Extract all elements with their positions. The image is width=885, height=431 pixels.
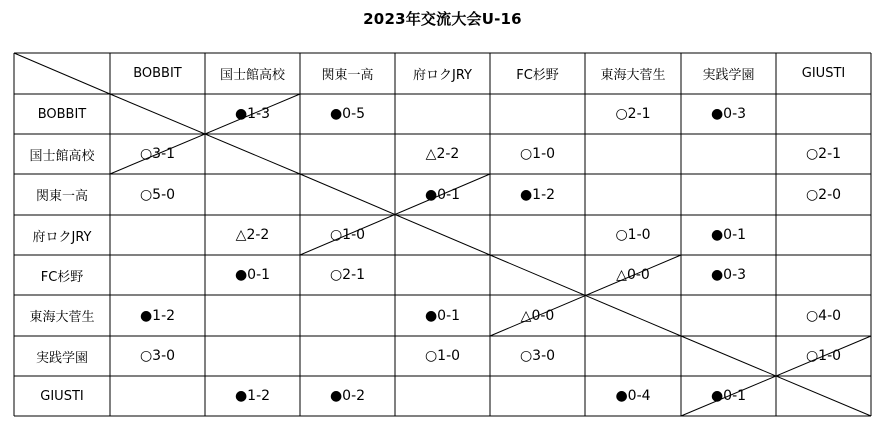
match-result: ●1-2 [519,186,556,203]
corner-diagonal [14,53,110,94]
column-header: 東海大菅生 [600,68,666,83]
match-result: ○4-0 [805,307,842,324]
match-result: ●0-2 [329,388,366,404]
match-result: ○2-0 [805,186,842,203]
match-result: ●1-2 [234,388,271,404]
match-result: ○2-1 [805,146,842,162]
match-result: △0-0 [616,267,650,283]
match-result: ○1-0 [424,348,461,364]
row-header: 国士館高校 [29,148,95,164]
match-result: ●0-1 [424,186,461,203]
match-result: △0-0 [520,307,555,324]
column-header: 実践学園 [702,68,755,83]
match-result: ○2-1 [329,267,366,283]
match-result: ●0-3 [710,106,747,122]
row-header: GIUSTI [40,388,84,404]
match-result: ○1-0 [805,348,842,364]
match-result: ○1-0 [615,227,651,243]
match-result: ●0-3 [710,267,747,283]
match-result: ●0-1 [234,267,271,283]
match-result: ●0-1 [710,227,747,243]
column-header: 関東一高 [321,68,374,83]
match-result: △2-2 [235,227,270,243]
match-result: ●1-2 [139,307,176,324]
match-result: ●1-3 [234,106,271,122]
row-header: 実践学園 [35,350,88,366]
match-result: ○3-0 [139,348,176,364]
row-header: 東海大菅生 [29,310,95,325]
match-result: ○5-0 [139,186,176,203]
row-header: FC杉野 [40,269,84,285]
match-result: ●0-1 [710,388,747,404]
column-header: 府ロクJRY [413,68,472,83]
row-header: BOBBIT [37,106,87,122]
match-result: ○2-1 [615,106,651,122]
match-result: ○3-1 [139,146,176,162]
match-result: ○1-0 [519,146,556,162]
column-header: FC杉野 [516,68,559,83]
match-result: △2-2 [425,146,460,162]
match-result: ●0-1 [424,307,461,324]
match-result: ●0-5 [329,106,366,122]
match-result: ○1-0 [329,227,366,243]
page-title: 2023年交流大会U-16 [363,10,522,28]
match-result: ○3-0 [519,348,556,364]
row-header: 関東一高 [35,189,88,204]
column-header: GIUSTI [801,66,846,81]
row-header: 府ロクJRY [32,229,92,245]
match-result: ●0-4 [615,388,651,404]
column-header: BOBBIT [133,66,182,81]
column-header: 国士館高校 [219,68,285,83]
